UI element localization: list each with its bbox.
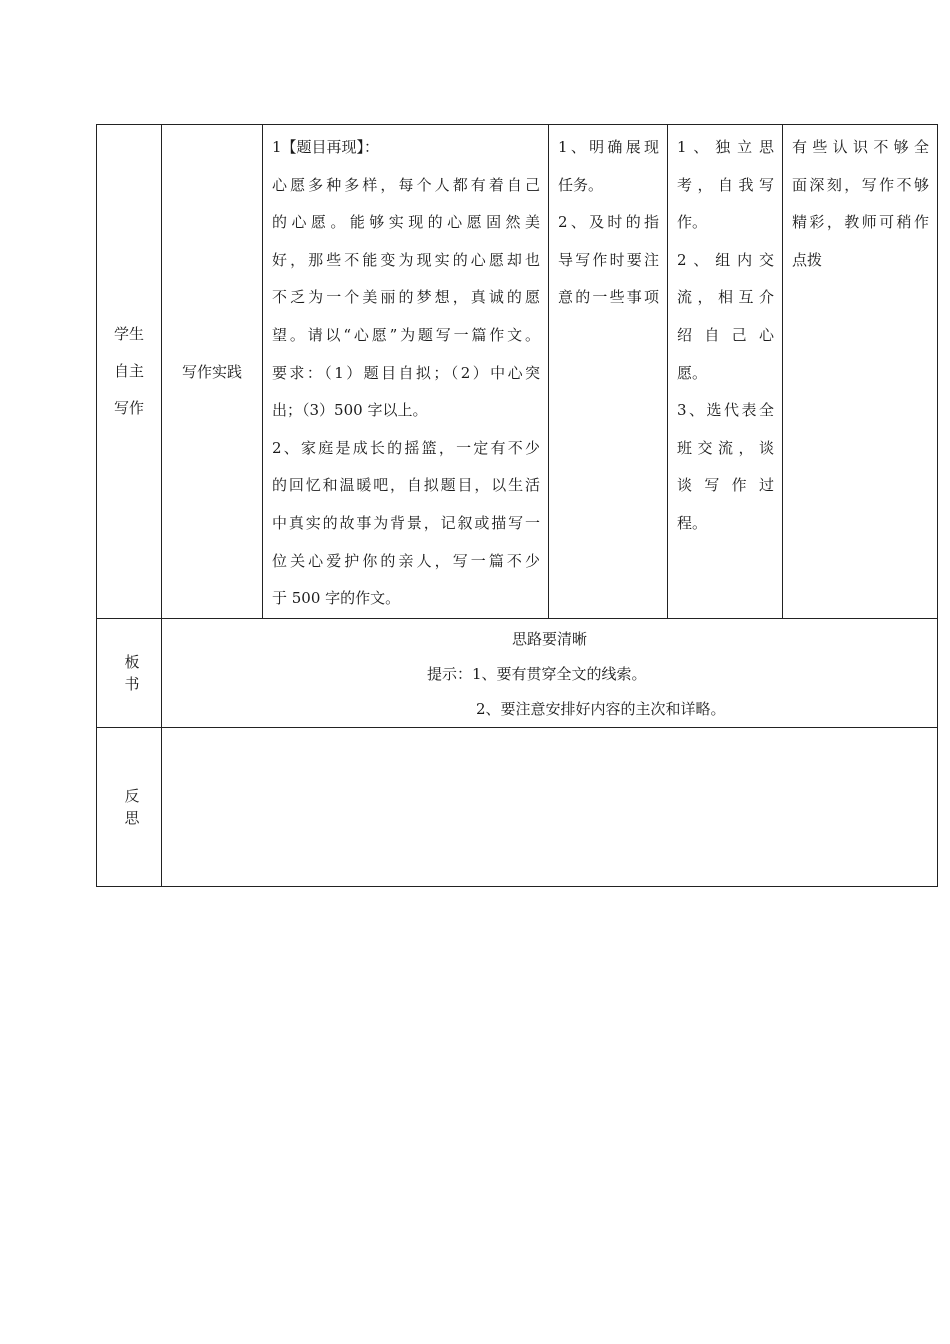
board-content (162, 619, 937, 727)
writing-practice-row (97, 125, 938, 619)
board-label-cell (97, 618, 162, 727)
board-hint-2: 2、要注意安排好内容的主次和详略。 (476, 699, 726, 718)
content-cell (263, 125, 549, 619)
teacher-activity-cell (549, 125, 668, 619)
design-intent: 有些认识不够全 面深刻，写作不够 精彩，教师可稍作 点拨 (792, 138, 929, 269)
teacher-activity: 1、明确展现 任务。 2、及时的指 导写作时要注 意的一些事项 (558, 138, 659, 307)
board-content-cell (162, 618, 938, 727)
reflection-content-cell (162, 727, 938, 886)
lesson-plan-table (96, 124, 938, 887)
reflection-row (97, 727, 938, 886)
stage-label: 学生 自主 写作 (113, 324, 144, 417)
board-label: 板 书 (124, 652, 140, 693)
reflection-label-cell (97, 727, 162, 886)
writing-prompt: 1【题目再现】： 心愿多种多样，每个人都有着自己 的心愿。能够实现的心愿固然美 好，那些不能变为现实的心愿却也 不乏为一个美丽的梦想，真诚的愿 望。请以“心愿”为题写一篇作文。 要求：（1）题目自拟；（2）中心突 出；（3）500 字以上。 2、家庭是成长的摇篮，一定有不少 的回忆和温暖吧，自拟题目，以生活 中真实的故事为背景，记叙或描写一 位关心爱护你的亲人，写一篇不少 于 500 字的作文。 (272, 138, 540, 608)
board-title: 思路要清晰 (511, 629, 587, 648)
stage-cell (97, 125, 162, 619)
activity-label: 写作实践 (181, 362, 242, 381)
student-activity-cell (668, 125, 783, 619)
activity-cell (162, 125, 263, 619)
reflection-label: 反 思 (124, 786, 140, 827)
student-activity: 1、独立思 考，自我写 作。 2、组内交 流，相互介 绍自己心 愿。 3、选代表全 班交流，谈 谈写作过 程。 (677, 138, 774, 532)
board-hint-1: 提示：1、要有贯穿全文的线索。 (427, 664, 647, 683)
blackboard-row (97, 618, 938, 727)
design-intent-cell (783, 125, 938, 619)
